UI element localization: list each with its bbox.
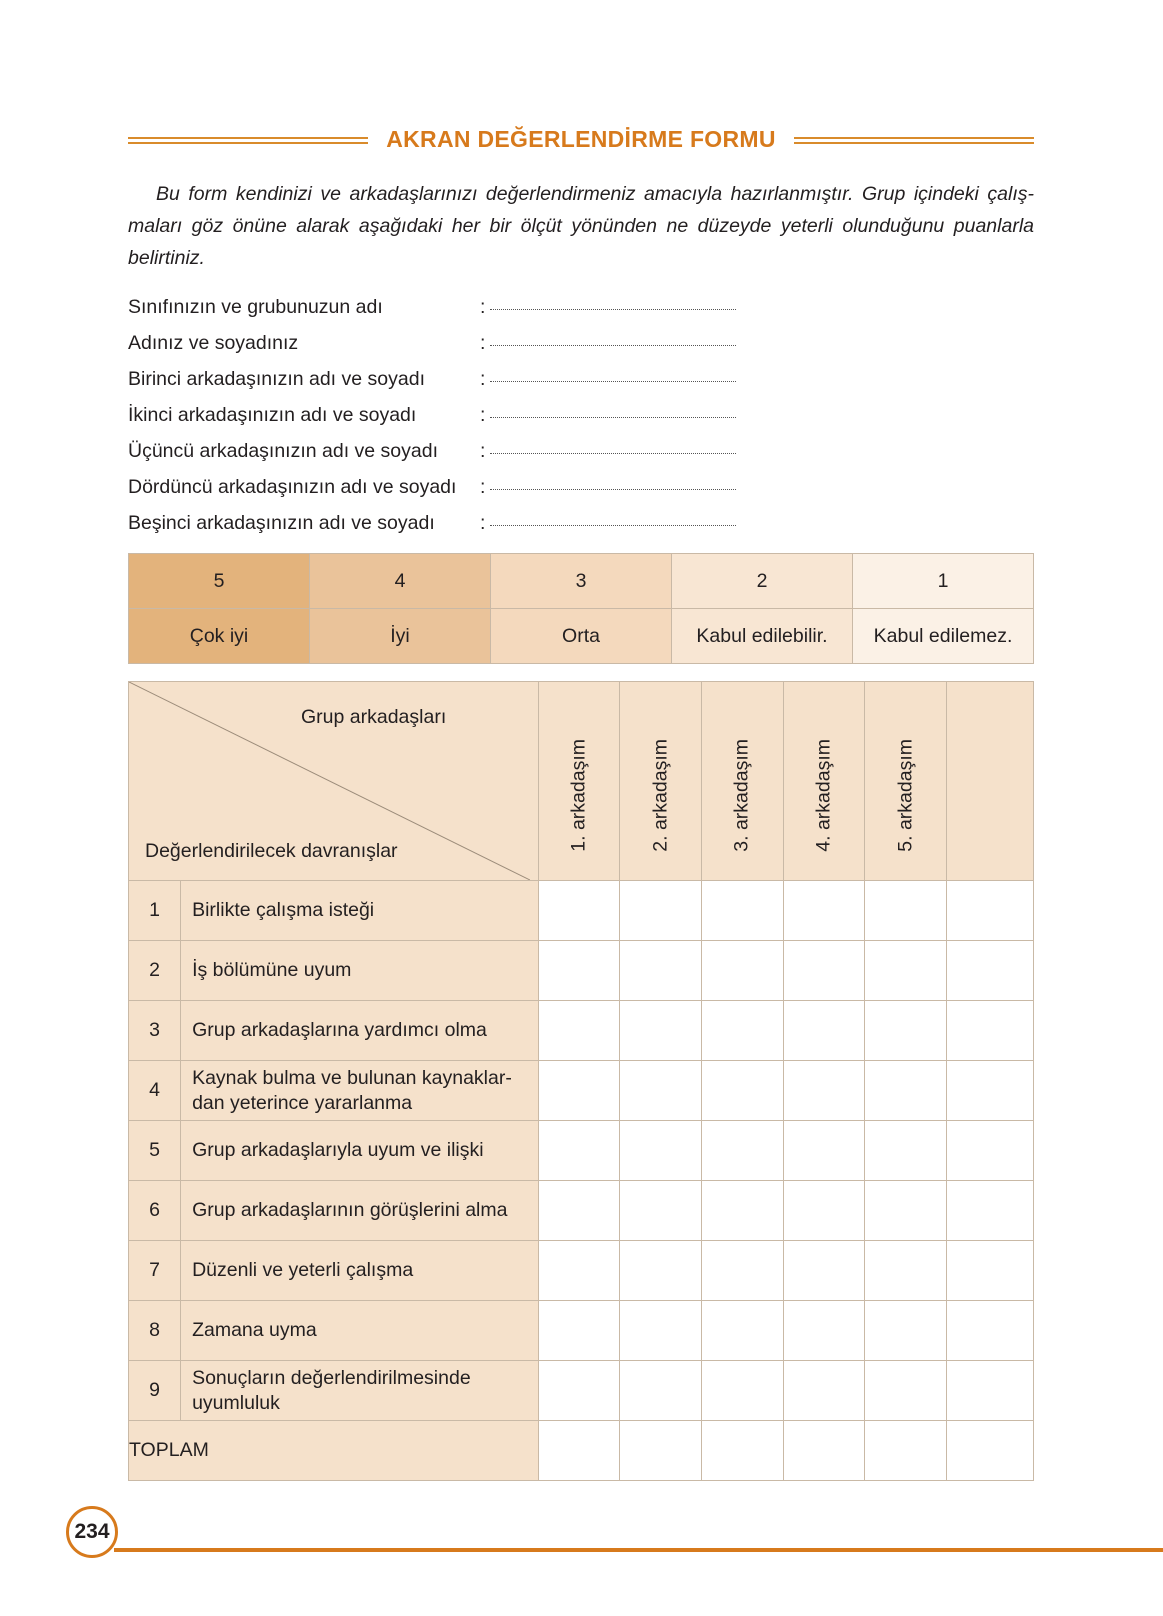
- field-own-name[interactable]: [128, 328, 828, 364]
- score-cell[interactable]: [538, 1181, 620, 1241]
- row-behavior: Düzenli ve yeterli çalışma: [181, 1241, 539, 1301]
- score-cell[interactable]: [947, 1301, 1034, 1361]
- score-cell[interactable]: [865, 881, 947, 941]
- field-colon: :: [480, 440, 486, 462]
- column-header: [701, 682, 783, 881]
- field-colon: :: [480, 404, 486, 426]
- column-header-label: 2. arkadaşım: [649, 739, 672, 852]
- score-cell[interactable]: [783, 1361, 865, 1421]
- column-header: [865, 682, 947, 881]
- score-cell[interactable]: [947, 1361, 1034, 1421]
- score-cell[interactable]: [701, 881, 783, 941]
- row-behavior: Sonuçların değerlendirilmesinde uyumluluk: [181, 1361, 539, 1421]
- table-row: [129, 1301, 1034, 1361]
- score-cell[interactable]: [865, 941, 947, 1001]
- scale-label: Orta: [491, 609, 672, 664]
- field-blank-line[interactable]: [490, 417, 736, 418]
- table-header-row: [129, 682, 1034, 881]
- scale-score-row: [129, 554, 1034, 609]
- score-cell[interactable]: [783, 1061, 865, 1121]
- scale-label: Kabul edilebilir.: [672, 609, 853, 664]
- score-cell[interactable]: [783, 941, 865, 1001]
- row-behavior: Grup arkadaşlarına yardımcı olma: [181, 1001, 539, 1061]
- score-cell[interactable]: [865, 1361, 947, 1421]
- score-cell[interactable]: [620, 1241, 702, 1301]
- column-header-blank: [947, 682, 1034, 881]
- score-cell[interactable]: [701, 1061, 783, 1121]
- score-cell[interactable]: [701, 941, 783, 1001]
- field-blank-line[interactable]: [490, 489, 736, 490]
- field-colon: :: [480, 512, 486, 534]
- total-row: [129, 1421, 1034, 1481]
- total-cell[interactable]: [620, 1421, 702, 1481]
- score-cell[interactable]: [538, 881, 620, 941]
- score-cell[interactable]: [620, 1361, 702, 1421]
- row-number: 1: [129, 881, 181, 941]
- score-cell[interactable]: [620, 1181, 702, 1241]
- score-cell[interactable]: [865, 1181, 947, 1241]
- row-number: 8: [129, 1301, 181, 1361]
- score-cell[interactable]: [620, 1001, 702, 1061]
- field-colon: :: [480, 368, 486, 390]
- score-cell[interactable]: [538, 1241, 620, 1301]
- score-cell[interactable]: [620, 941, 702, 1001]
- score-cell[interactable]: [783, 1121, 865, 1181]
- score-cell[interactable]: [947, 1121, 1034, 1181]
- row-behavior: İş bölümüne uyum: [181, 941, 539, 1001]
- title-bar: [128, 126, 1034, 158]
- score-cell[interactable]: [701, 1001, 783, 1061]
- field-label: Dördüncü arkadaşınızın adı ve soyadı: [128, 476, 457, 498]
- table-row: [129, 1001, 1034, 1061]
- total-cell[interactable]: [947, 1421, 1034, 1481]
- row-number: 5: [129, 1121, 181, 1181]
- scale-score: 2: [672, 554, 853, 609]
- header-behaviors: Değerlendirilecek davranışlar: [145, 840, 398, 862]
- diagonal-header-cell: [129, 682, 539, 881]
- row-behavior: Zamana uyma: [181, 1301, 539, 1361]
- field-friend-3[interactable]: [128, 436, 828, 472]
- score-cell[interactable]: [701, 1241, 783, 1301]
- score-cell[interactable]: [865, 1301, 947, 1361]
- score-cell[interactable]: [783, 881, 865, 941]
- scale-label: İyi: [310, 609, 491, 664]
- score-cell[interactable]: [865, 1061, 947, 1121]
- score-cell[interactable]: [783, 1301, 865, 1361]
- info-fields: [128, 292, 828, 544]
- scale-score: 1: [853, 554, 1034, 609]
- row-number: 4: [129, 1061, 181, 1121]
- score-cell[interactable]: [620, 1061, 702, 1121]
- column-header-label: 3. arkadaşım: [730, 739, 753, 852]
- field-friend-4[interactable]: [128, 472, 828, 508]
- column-header: [620, 682, 702, 881]
- field-class-group[interactable]: [128, 292, 828, 328]
- score-cell[interactable]: [947, 881, 1034, 941]
- score-cell[interactable]: [865, 1241, 947, 1301]
- score-cell[interactable]: [947, 1181, 1034, 1241]
- evaluation-table: [128, 681, 1034, 1481]
- table-row: [129, 1061, 1034, 1121]
- column-header: [538, 682, 620, 881]
- score-cell[interactable]: [783, 1181, 865, 1241]
- score-cell[interactable]: [947, 1001, 1034, 1061]
- score-cell[interactable]: [538, 1001, 620, 1061]
- field-label: Adınız ve soyadınız: [128, 332, 299, 354]
- table-row: [129, 881, 1034, 941]
- field-friend-1[interactable]: [128, 364, 828, 400]
- field-label: Beşinci arkadaşınızın adı ve soyadı: [128, 512, 435, 534]
- field-friend-5[interactable]: [128, 508, 828, 544]
- table-row: [129, 1121, 1034, 1181]
- row-number: 2: [129, 941, 181, 1001]
- table-row: [129, 1241, 1034, 1301]
- field-blank-line[interactable]: [490, 525, 736, 526]
- field-label: Birinci arkadaşınızın adı ve soyadı: [128, 368, 425, 390]
- row-number: 7: [129, 1241, 181, 1301]
- table-row: [129, 1361, 1034, 1421]
- score-cell[interactable]: [701, 1121, 783, 1181]
- score-cell[interactable]: [947, 941, 1034, 1001]
- score-cell[interactable]: [947, 1241, 1034, 1301]
- row-number: 6: [129, 1181, 181, 1241]
- score-cell[interactable]: [701, 1301, 783, 1361]
- column-header-label: 5. arkadaşım: [894, 739, 917, 852]
- field-label: Sınıfınızın ve grubunuzun adı: [128, 296, 383, 318]
- score-cell[interactable]: [865, 1001, 947, 1061]
- field-blank-line[interactable]: [490, 453, 736, 454]
- score-cell[interactable]: [783, 1241, 865, 1301]
- intro-paragraph: Bu form kendinizi ve arkadaşlarınızı değerlendirmeniz amacıyla hazırlanmıştır. Grup içindeki çalış-maları göz önüne alarak aşağıdaki her bir ölçüt yönünden ne düzeyde yeterli olunduğunu puanlarla belirtiniz.: [128, 183, 1034, 269]
- total-label: TOPLAM: [129, 1421, 539, 1481]
- table-row: [129, 1181, 1034, 1241]
- scale-score: 5: [129, 554, 310, 609]
- score-cell[interactable]: [620, 1301, 702, 1361]
- score-cell[interactable]: [701, 1361, 783, 1421]
- score-cell[interactable]: [538, 1061, 620, 1121]
- score-cell[interactable]: [620, 881, 702, 941]
- row-behavior: Birlikte çalışma isteği: [181, 881, 539, 941]
- field-colon: :: [480, 296, 486, 318]
- page-title: AKRAN DEĞERLENDİRME FORMU: [386, 126, 776, 152]
- column-header-label: 4. arkadaşım: [812, 739, 835, 852]
- score-cell[interactable]: [701, 1181, 783, 1241]
- scale-score: 3: [491, 554, 672, 609]
- field-colon: :: [480, 332, 486, 354]
- column-header-label: 1. arkadaşım: [567, 739, 590, 852]
- scale-label: Çok iyi: [129, 609, 310, 664]
- field-blank-line[interactable]: [490, 381, 736, 382]
- score-cell[interactable]: [947, 1061, 1034, 1121]
- score-cell[interactable]: [783, 1001, 865, 1061]
- title-rule-right: [794, 137, 1034, 144]
- field-blank-line[interactable]: [490, 309, 736, 310]
- score-cell[interactable]: [538, 1121, 620, 1181]
- total-cell[interactable]: [538, 1421, 620, 1481]
- total-cell[interactable]: [701, 1421, 783, 1481]
- score-cell[interactable]: [865, 1121, 947, 1181]
- field-colon: :: [480, 476, 486, 498]
- field-label: İkinci arkadaşınızın adı ve soyadı: [128, 404, 417, 426]
- total-cell[interactable]: [783, 1421, 865, 1481]
- scale-label: Kabul edilemez.: [853, 609, 1034, 664]
- scale-label-row: [129, 609, 1034, 664]
- row-number: 3: [129, 1001, 181, 1061]
- table-row: [129, 941, 1034, 1001]
- total-cell[interactable]: [865, 1421, 947, 1481]
- scale-score: 4: [310, 554, 491, 609]
- column-header: [783, 682, 865, 881]
- field-label: Üçüncü arkadaşınızın adı ve soyadı: [128, 440, 439, 462]
- footer-rule: [114, 1548, 1163, 1552]
- field-friend-2[interactable]: [128, 400, 828, 436]
- score-scale-table: [128, 553, 1034, 664]
- row-number: 9: [129, 1361, 181, 1421]
- field-blank-line[interactable]: [490, 345, 736, 346]
- row-behavior: Kaynak bulma ve bulunan kaynaklar-dan yeterince yararlanma: [181, 1061, 539, 1121]
- score-cell[interactable]: [620, 1121, 702, 1181]
- score-cell[interactable]: [538, 1301, 620, 1361]
- score-cell[interactable]: [538, 1361, 620, 1421]
- row-behavior: Grup arkadaşlarının görüşlerini alma: [181, 1181, 539, 1241]
- page-number: 234: [66, 1506, 118, 1558]
- header-group-friends: Grup arkadaşları: [301, 706, 447, 728]
- score-cell[interactable]: [538, 941, 620, 1001]
- row-behavior: Grup arkadaşlarıyla uyum ve ilişki: [181, 1121, 539, 1181]
